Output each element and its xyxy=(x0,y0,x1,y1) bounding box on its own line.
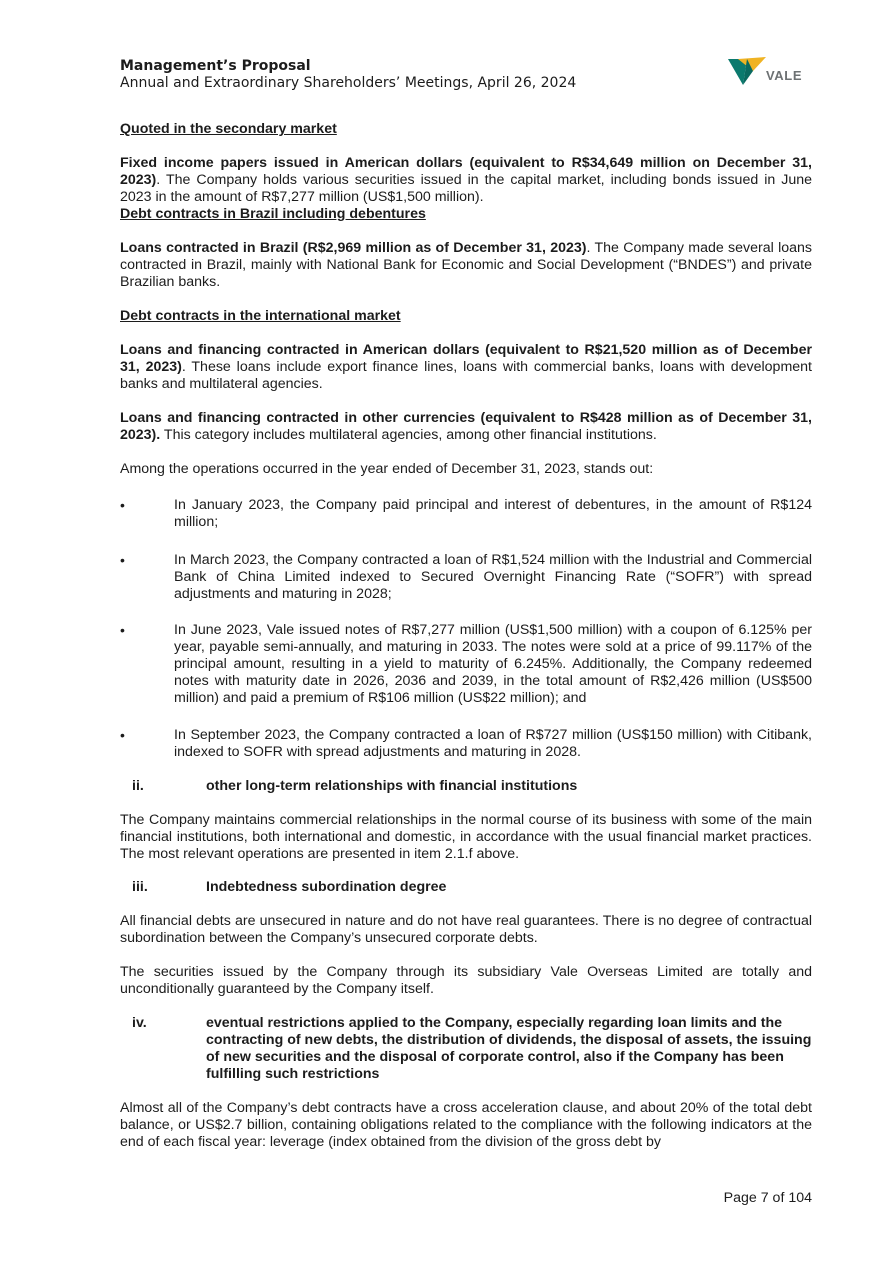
vale-logo-icon xyxy=(726,54,766,88)
list-item xyxy=(120,497,812,531)
section-item-ii xyxy=(120,778,812,795)
bullet-text: In March 2023, the Company contracted a loan of R$1,524 million with the Industrial and Commercial Bank of China Limited indexed to Secured Overnight Financing Rate (“SOFR”) with spread adjustments and maturing in 2028; xyxy=(174,552,812,602)
fixed-income-bold: Fixed income papers issued in American dollars (equivalent to R$34,649 million on December 31, 2023) xyxy=(120,155,812,188)
item-ii-title: other long-term relationships with financial institutions xyxy=(206,778,578,794)
item-iv-title: eventual restrictions applied to the Company, especially regarding loan limits and the contracting of new debts, the distribution of dividends, the disposal of assets, the issuing of new securities and the disposal of corporate control, also if the Company has been fulfilling such restrictions xyxy=(206,1015,812,1082)
heading-international-debt: Debt contracts in the international market xyxy=(120,308,401,324)
bullet-icon: • xyxy=(120,497,125,513)
item-iii-paragraph-2: The securities issued by the Company through its subsidiary Vale Overseas Limited are totally and unconditionally guaranteed by the Company itself. xyxy=(120,964,812,997)
usd-loans-text: . These loans include export finance lines, loans with commercial banks, loans with development banks and multilateral agencies. xyxy=(120,359,812,392)
bullet-icon: • xyxy=(120,552,125,568)
operations-intro: Among the operations occurred in the year ended of December 31, 2023, stands out: xyxy=(120,461,654,477)
paragraph-brazil-loans xyxy=(120,240,812,291)
page-header xyxy=(120,57,576,92)
document-title: Management’s Proposal xyxy=(120,58,311,74)
usd-loans-bold: Loans and financing contracted in American dollars (equivalent to R$21,520 million as of December 31, 2023) xyxy=(120,342,812,375)
section-item-iv xyxy=(120,1015,812,1083)
heading-secondary-market: Quoted in the secondary market xyxy=(120,121,337,137)
list-item xyxy=(120,727,812,761)
list-item xyxy=(120,552,812,603)
brazil-loans-text: . The Company made several loans contracted in Brazil, mainly with National Bank for Economic and Social Development (“BNDES”) and private Brazilian banks. xyxy=(120,240,813,290)
vale-logo xyxy=(726,54,806,90)
document-subtitle: Annual and Extraordinary Shareholders’ Meetings, April 26, 2024 xyxy=(120,75,577,91)
item-iii-paragraph-1: All financial debts are unsecured in nature and do not have real guarantees. There is no degree of contractual subordination between the Company’s unsecured corporate debts. xyxy=(120,913,812,946)
brazil-loans-bold: Loans contracted in Brazil (R$2,969 million as of December 31, 2023) xyxy=(120,240,587,256)
paragraph-other-currency-loans xyxy=(120,410,812,444)
paragraph-usd-loans xyxy=(120,342,812,393)
bullet-text: In January 2023, the Company paid principal and interest of debentures, in the amount of R$124 million; xyxy=(174,497,812,530)
fixed-income-text: . The Company holds various securities issued in the capital market, including bonds issued in June 2023 in the amount of R$7,277 million (US$1,500 million). xyxy=(120,172,812,205)
bullet-icon: • xyxy=(120,622,125,638)
list-item xyxy=(120,622,812,707)
section-item-iii xyxy=(120,879,812,896)
item-iii-title: Indebtedness subordination degree xyxy=(206,879,447,895)
item-iii-number: iii. xyxy=(132,879,148,895)
page-number: Page 7 of 104 xyxy=(723,1190,812,1206)
item-iv-paragraph: Almost all of the Company’s debt contracts have a cross acceleration clause, and about 20% of the total debt balance, or US$2.7 billion, containing obligations related to the compliance with the following indicators at the end of each fiscal year: leverage (index obtained from the division of the gross debt by xyxy=(120,1100,812,1150)
logo-wordmark: VALE xyxy=(766,68,803,83)
item-ii-number: ii. xyxy=(132,778,144,794)
heading-brazil-debt: Debt contracts in Brazil including debentures xyxy=(120,206,426,222)
bullet-text: In September 2023, the Company contracted a loan of R$727 million (US$150 million) with Citibank, indexed to SOFR with spread adjustments and maturing in 2028. xyxy=(174,727,812,760)
other-currency-bold: Loans and financing contracted in other currencies (equivalent to R$428 million as of December 31, 2023). xyxy=(120,410,812,443)
bullet-icon: • xyxy=(120,727,125,743)
item-iv-number: iv. xyxy=(132,1015,147,1031)
other-currency-text: This category includes multilateral agencies, among other financial institutions. xyxy=(160,427,657,443)
document-body xyxy=(120,120,812,1151)
paragraph-fixed-income xyxy=(120,155,812,206)
bullet-text: In June 2023, Vale issued notes of R$7,277 million (US$1,500 million) with a coupon of 6.125% per year, payable semi-annually, and maturing in 2033. The notes were sold at a price of 99.117% of the principal amount, resulting in a yield to maturity of 6.245%. Additionally, the Company redeemed notes with maturity date in 2026, 2036 and 2039, in the total amount of R$2,426 million (US$500 million) and paid a premium of R$106 million (US$22 million); and xyxy=(174,622,812,706)
item-ii-paragraph: The Company maintains commercial relationships in the normal course of its business with some of the main financial institutions, both international and domestic, in accordance with the usual financial market practices. The most relevant operations are presented in item 2.1.f above. xyxy=(120,812,812,862)
